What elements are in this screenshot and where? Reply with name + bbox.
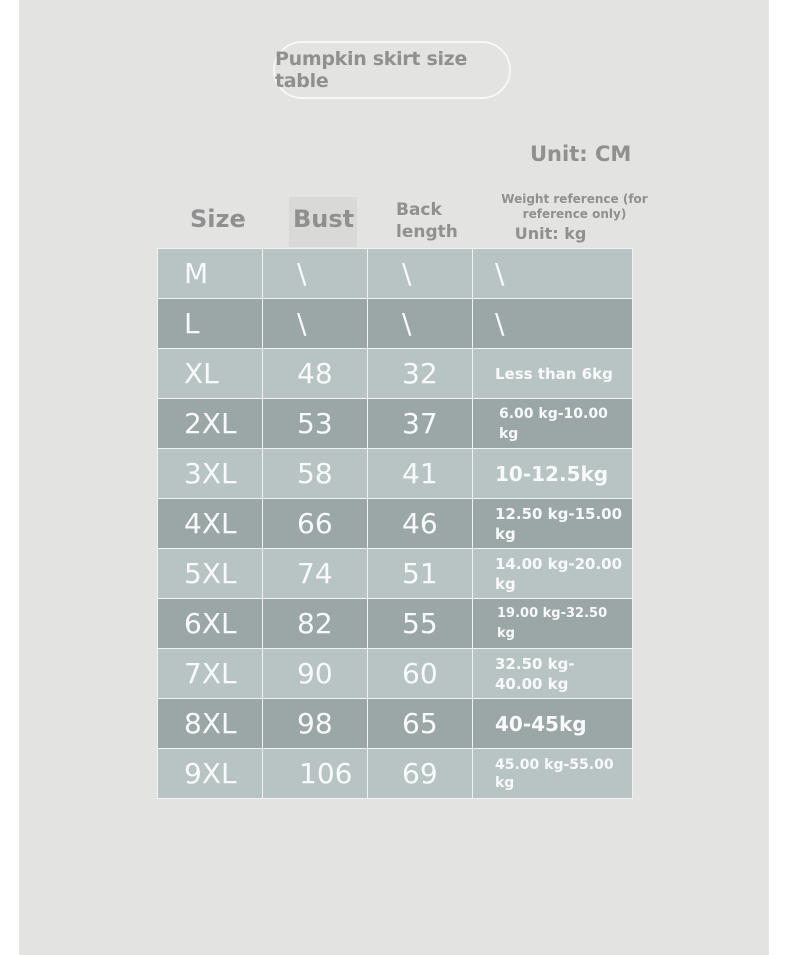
size-cell: L <box>158 299 263 349</box>
size-cell: 9XL <box>158 749 263 799</box>
table-row <box>158 649 633 699</box>
size-cell: XL <box>158 349 263 399</box>
back-length-cell: 69 <box>368 749 473 799</box>
weight-cell: 40-45kg <box>473 699 633 749</box>
back-length-cell: 65 <box>368 699 473 749</box>
table-row <box>158 499 633 549</box>
size-cell: M <box>158 249 263 299</box>
size-cell: 5XL <box>158 549 263 599</box>
unit-label: Unit: CM <box>530 142 632 166</box>
weight-cell: 45.00 kg-55.00 kg <box>473 749 633 799</box>
back-length-cell: 37 <box>368 399 473 449</box>
table-row <box>158 599 633 649</box>
weight-cell: 12.50 kg-15.00 kg <box>473 499 633 549</box>
bust-cell: 98 <box>263 699 368 749</box>
bust-cell: 48 <box>263 349 368 399</box>
back-length-cell: 51 <box>368 549 473 599</box>
header-back-length-text: Back length <box>396 200 458 242</box>
table-row <box>158 299 633 349</box>
weight-cell: 32.50 kg-40.00 kg <box>473 649 633 699</box>
table-row <box>158 699 633 749</box>
bust-cell: 74 <box>263 549 368 599</box>
table-row <box>158 749 633 799</box>
table-row <box>158 249 633 299</box>
header-weight-text: Weight reference (for reference only) <box>501 192 648 221</box>
size-cell: 4XL <box>158 499 263 549</box>
table-row <box>158 549 633 599</box>
header-weight <box>472 192 677 241</box>
size-cell: 2XL <box>158 399 263 449</box>
back-length-cell: 46 <box>368 499 473 549</box>
size-table <box>157 248 633 799</box>
page-title: Pumpkin skirt size table <box>273 41 511 99</box>
weight-cell: Less than 6kg <box>473 349 633 399</box>
size-cell: 8XL <box>158 699 263 749</box>
weight-cell: 10-12.5kg <box>473 449 633 499</box>
header-bust: Bust <box>293 205 355 233</box>
table-row <box>158 449 633 499</box>
size-cell: 3XL <box>158 449 263 499</box>
back-length-cell: 60 <box>368 649 473 699</box>
bust-cell: 90 <box>263 649 368 699</box>
weight-cell: 19.00 kg-32.50 kg <box>473 599 633 649</box>
header-size: Size <box>190 205 246 233</box>
weight-cell: \ <box>473 299 633 349</box>
bust-cell: 106 <box>263 749 368 799</box>
size-cell: 6XL <box>158 599 263 649</box>
bust-cell: 82 <box>263 599 368 649</box>
back-length-cell: 55 <box>368 599 473 649</box>
bust-cell: \ <box>263 299 368 349</box>
back-length-cell: \ <box>368 299 473 349</box>
weight-cell: \ <box>473 249 633 299</box>
bust-cell: 53 <box>263 399 368 449</box>
size-cell: 7XL <box>158 649 263 699</box>
back-length-cell: 32 <box>368 349 473 399</box>
header-weight-unit: Unit: kg <box>514 224 587 243</box>
weight-cell: 14.00 kg-20.00 kg <box>473 549 633 599</box>
back-length-cell: \ <box>368 249 473 299</box>
table-row <box>158 349 633 399</box>
bust-cell: \ <box>263 249 368 299</box>
weight-cell: 6.00 kg-10.00 kg <box>473 399 633 449</box>
back-length-cell: 41 <box>368 449 473 499</box>
bust-cell: 66 <box>263 499 368 549</box>
table-row <box>158 399 633 449</box>
bust-cell: 58 <box>263 449 368 499</box>
